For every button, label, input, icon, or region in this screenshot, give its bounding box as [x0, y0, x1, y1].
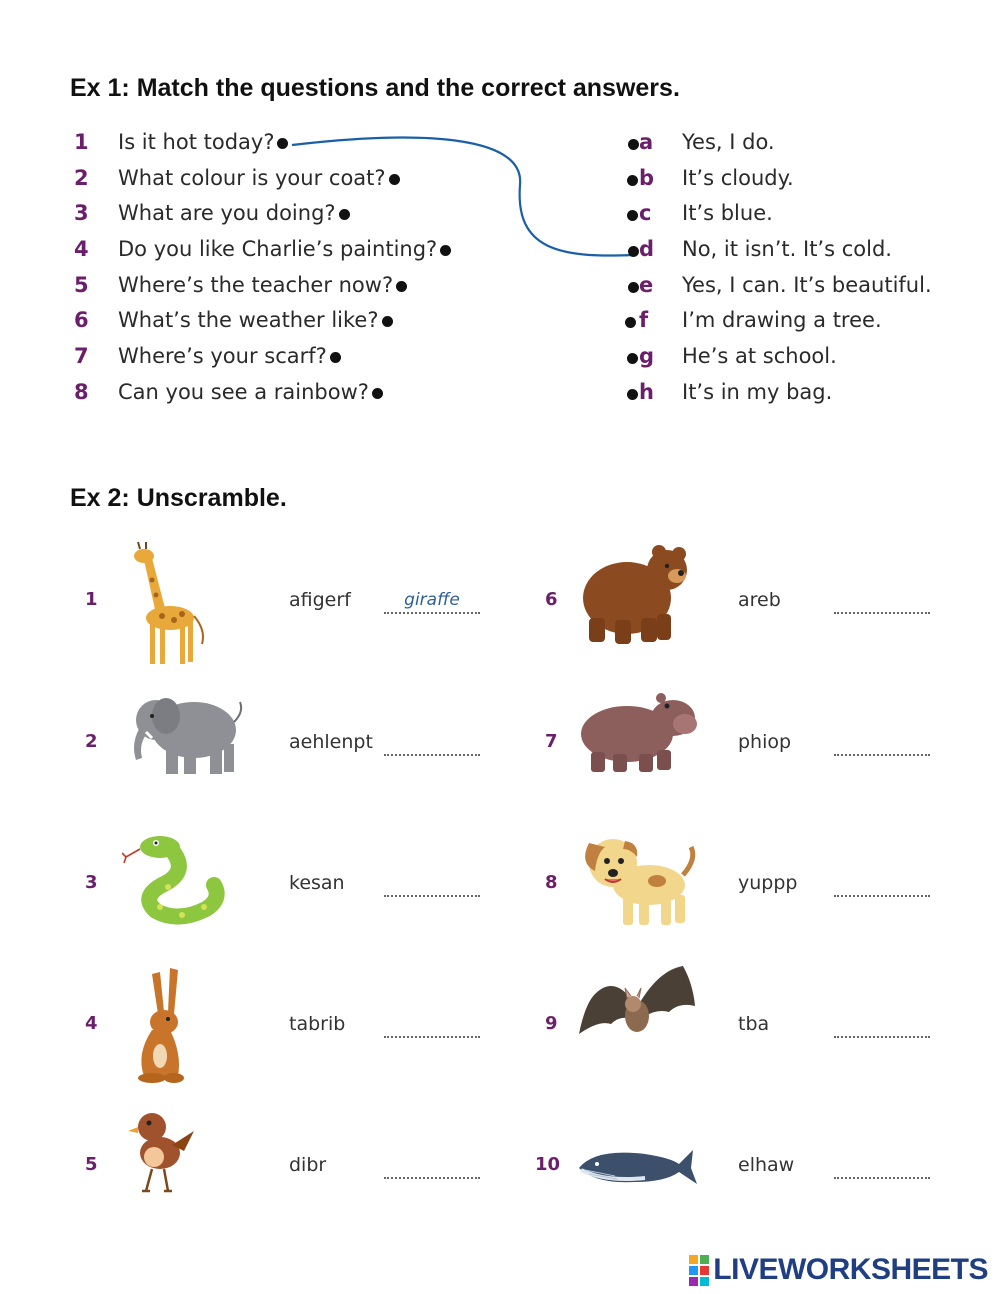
answer-letter: e	[639, 273, 654, 297]
question-match-dot[interactable]	[277, 138, 288, 149]
scrambled-word: yuppp	[738, 872, 798, 894]
answer-input[interactable]	[384, 1012, 480, 1038]
answer-input[interactable]	[834, 1153, 930, 1179]
question-text: Is it hot today?	[118, 130, 275, 154]
answer-text: He’s at school.	[682, 344, 837, 368]
unscramble-number: 9	[545, 1013, 558, 1034]
scrambled-word: dibr	[289, 1154, 327, 1176]
snake-image	[122, 823, 232, 937]
question-match-dot[interactable]	[396, 281, 407, 292]
answer-input[interactable]	[834, 730, 930, 756]
question-match-dot[interactable]	[382, 316, 393, 327]
answer-letter: f	[639, 308, 649, 332]
answer-letter: d	[639, 237, 655, 261]
answer-letter: a	[639, 130, 654, 154]
scrambled-word: elhaw	[738, 1154, 795, 1176]
unscramble-number: 2	[85, 731, 98, 752]
answer-match-dot[interactable]	[627, 389, 638, 400]
scrambled-word: areb	[738, 589, 781, 611]
question-match-dot[interactable]	[389, 174, 400, 185]
answer-input[interactable]	[834, 871, 930, 897]
logo-text: LIVEWORKSHEETS	[713, 1253, 988, 1286]
question-number: 1	[74, 130, 89, 154]
rabbit-image	[122, 964, 202, 1093]
unscramble-number: 8	[545, 872, 558, 893]
answer-match-dot[interactable]	[627, 353, 638, 364]
question-number: 7	[74, 344, 89, 368]
question-row	[118, 166, 400, 190]
answer-input[interactable]	[834, 1012, 930, 1038]
answer-letter: b	[639, 166, 655, 190]
answer-input[interactable]	[384, 730, 480, 756]
question-match-dot[interactable]	[372, 388, 383, 399]
question-match-dot[interactable]	[440, 245, 451, 256]
liveworksheets-logo	[689, 1252, 988, 1288]
answer-letter: g	[639, 344, 655, 368]
answer-match-dot[interactable]	[627, 175, 638, 186]
question-text: Where’s your scarf?	[118, 344, 327, 368]
answer-text: No, it isn’t. It’s cold.	[682, 237, 892, 261]
answer-match-dot[interactable]	[628, 282, 639, 293]
ex1-heading: Ex 1: Match the questions and the correct answers.	[70, 74, 680, 102]
question-row	[118, 201, 350, 225]
question-row	[118, 380, 383, 404]
unscramble-number: 4	[85, 1013, 98, 1034]
question-number: 2	[74, 166, 89, 190]
question-number: 6	[74, 308, 89, 332]
ex2-heading: Ex 2: Unscramble.	[70, 484, 287, 512]
puppy-image	[575, 823, 700, 942]
question-text: Do you like Charlie’s painting?	[118, 237, 438, 261]
bear-image	[575, 540, 695, 654]
question-text: Where’s the teacher now?	[118, 273, 394, 297]
question-match-dot[interactable]	[339, 209, 350, 220]
question-number: 3	[74, 201, 89, 225]
question-row	[118, 237, 451, 261]
question-match-dot[interactable]	[330, 352, 341, 363]
unscramble-number: 7	[545, 731, 558, 752]
question-text: What are you doing?	[118, 201, 336, 225]
unscramble-number: 6	[545, 589, 558, 610]
answer-match-dot[interactable]	[627, 210, 638, 221]
bat-image	[575, 964, 700, 1053]
question-row	[118, 308, 393, 332]
question-row	[118, 273, 407, 297]
scrambled-word: tba	[738, 1013, 770, 1035]
hippo-image	[575, 682, 700, 781]
question-number: 8	[74, 380, 89, 404]
scrambled-word: aehlenpt	[289, 731, 373, 753]
unscramble-number: 10	[535, 1154, 561, 1175]
logo-grid-icon	[689, 1255, 709, 1286]
question-text: What’s the weather like?	[118, 308, 379, 332]
scrambled-word: phiop	[738, 731, 792, 753]
answer-input[interactable]	[834, 588, 930, 614]
answer-text: Yes, I do.	[682, 130, 775, 154]
answer-text: It’s cloudy.	[682, 166, 794, 190]
answer-match-dot[interactable]	[625, 317, 636, 328]
answer-match-dot[interactable]	[628, 246, 639, 257]
answer-input[interactable]	[384, 588, 480, 614]
unscramble-number: 5	[85, 1154, 98, 1175]
question-row	[118, 130, 288, 154]
answer-text: It’s in my bag.	[682, 380, 833, 404]
answer-text: It’s blue.	[682, 201, 773, 225]
elephant-image	[122, 682, 252, 786]
question-text: What colour is your coat?	[118, 166, 386, 190]
answer-letter: h	[639, 380, 654, 404]
answer-input[interactable]	[384, 871, 480, 897]
scrambled-word: tabrib	[289, 1013, 346, 1035]
whale-image	[575, 1140, 700, 1199]
answer-letter: c	[639, 201, 652, 225]
answer-input[interactable]	[384, 1153, 480, 1179]
answer-text: Yes, I can. It’s beautiful.	[682, 273, 932, 297]
answer-text: I’m drawing a tree.	[682, 308, 882, 332]
scrambled-word: afigerf	[289, 589, 351, 611]
answer-match-dot[interactable]	[628, 139, 639, 150]
bird-image	[122, 1105, 202, 1209]
unscramble-number: 3	[85, 872, 98, 893]
question-row	[118, 344, 341, 368]
question-number: 4	[74, 237, 89, 261]
giraffe-image	[122, 540, 212, 674]
unscramble-number: 1	[85, 589, 98, 610]
scrambled-word: kesan	[289, 872, 345, 894]
question-text: Can you see a rainbow?	[118, 380, 369, 404]
question-number: 5	[74, 273, 89, 297]
